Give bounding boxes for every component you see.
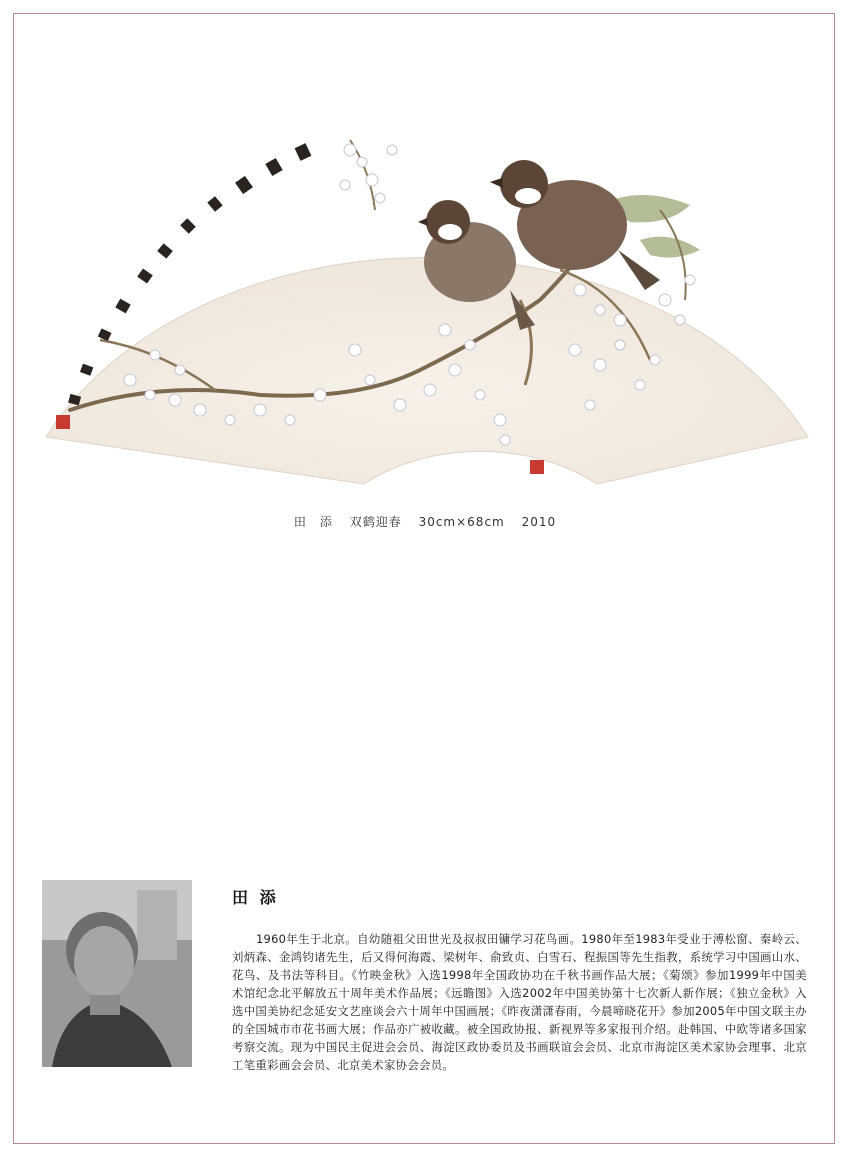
- fan-painting: [0, 0, 850, 500]
- artist-bio: 1960年生于北京。自幼随祖父田世光及叔叔田镛学习花鸟画。1980年至1983年受业于溥松窗、秦岭云、刘炳森、金鸿钧诸先生，后又得何海霞、梁树年、俞致贞、白雪石、程振国等先生指教，系统学习中国画山水、花鸟、及书法等科目。《竹映金秋》入选1998年全国政协功在千秋书画作品大展；《菊颂》参加1999年中国美术馆纪念北平解放五十周年美术作品展；《远瞻图》入选2002年中国美协第十七次新人新作展；《独立金秋》入选中国美协纪念延安文艺座谈会六十周年中国画展；《昨夜潇潇春雨，今晨啼晓花开》参加2005年中国文联主办的全国城市市花书画大展；作品亦广被收藏。被全国政协报、新视界等多家报刊介绍。赴韩国、中欧等诸多国家考察交流。现为中国民主促进会会员、海淀区政协委员及书画联谊会会员、北京市海淀区美术家协会理事、北京工笔重彩画会会员、北京美术家协会会员。: [232, 932, 807, 1072]
- seal-right: [530, 460, 544, 474]
- caption-artist: 田 添: [293, 515, 333, 529]
- artist-photo: [42, 880, 192, 1067]
- caption-year: 2010: [521, 515, 557, 529]
- artist-name: 田 添: [232, 888, 279, 907]
- caption-dimensions: 30cm×68cm: [418, 515, 505, 529]
- leaf-shape: [640, 237, 700, 258]
- painting-caption: [0, 513, 850, 530]
- seal-left: [56, 415, 70, 429]
- caption-title: 双鹤迎春: [349, 515, 402, 529]
- fan-shape: [46, 257, 808, 484]
